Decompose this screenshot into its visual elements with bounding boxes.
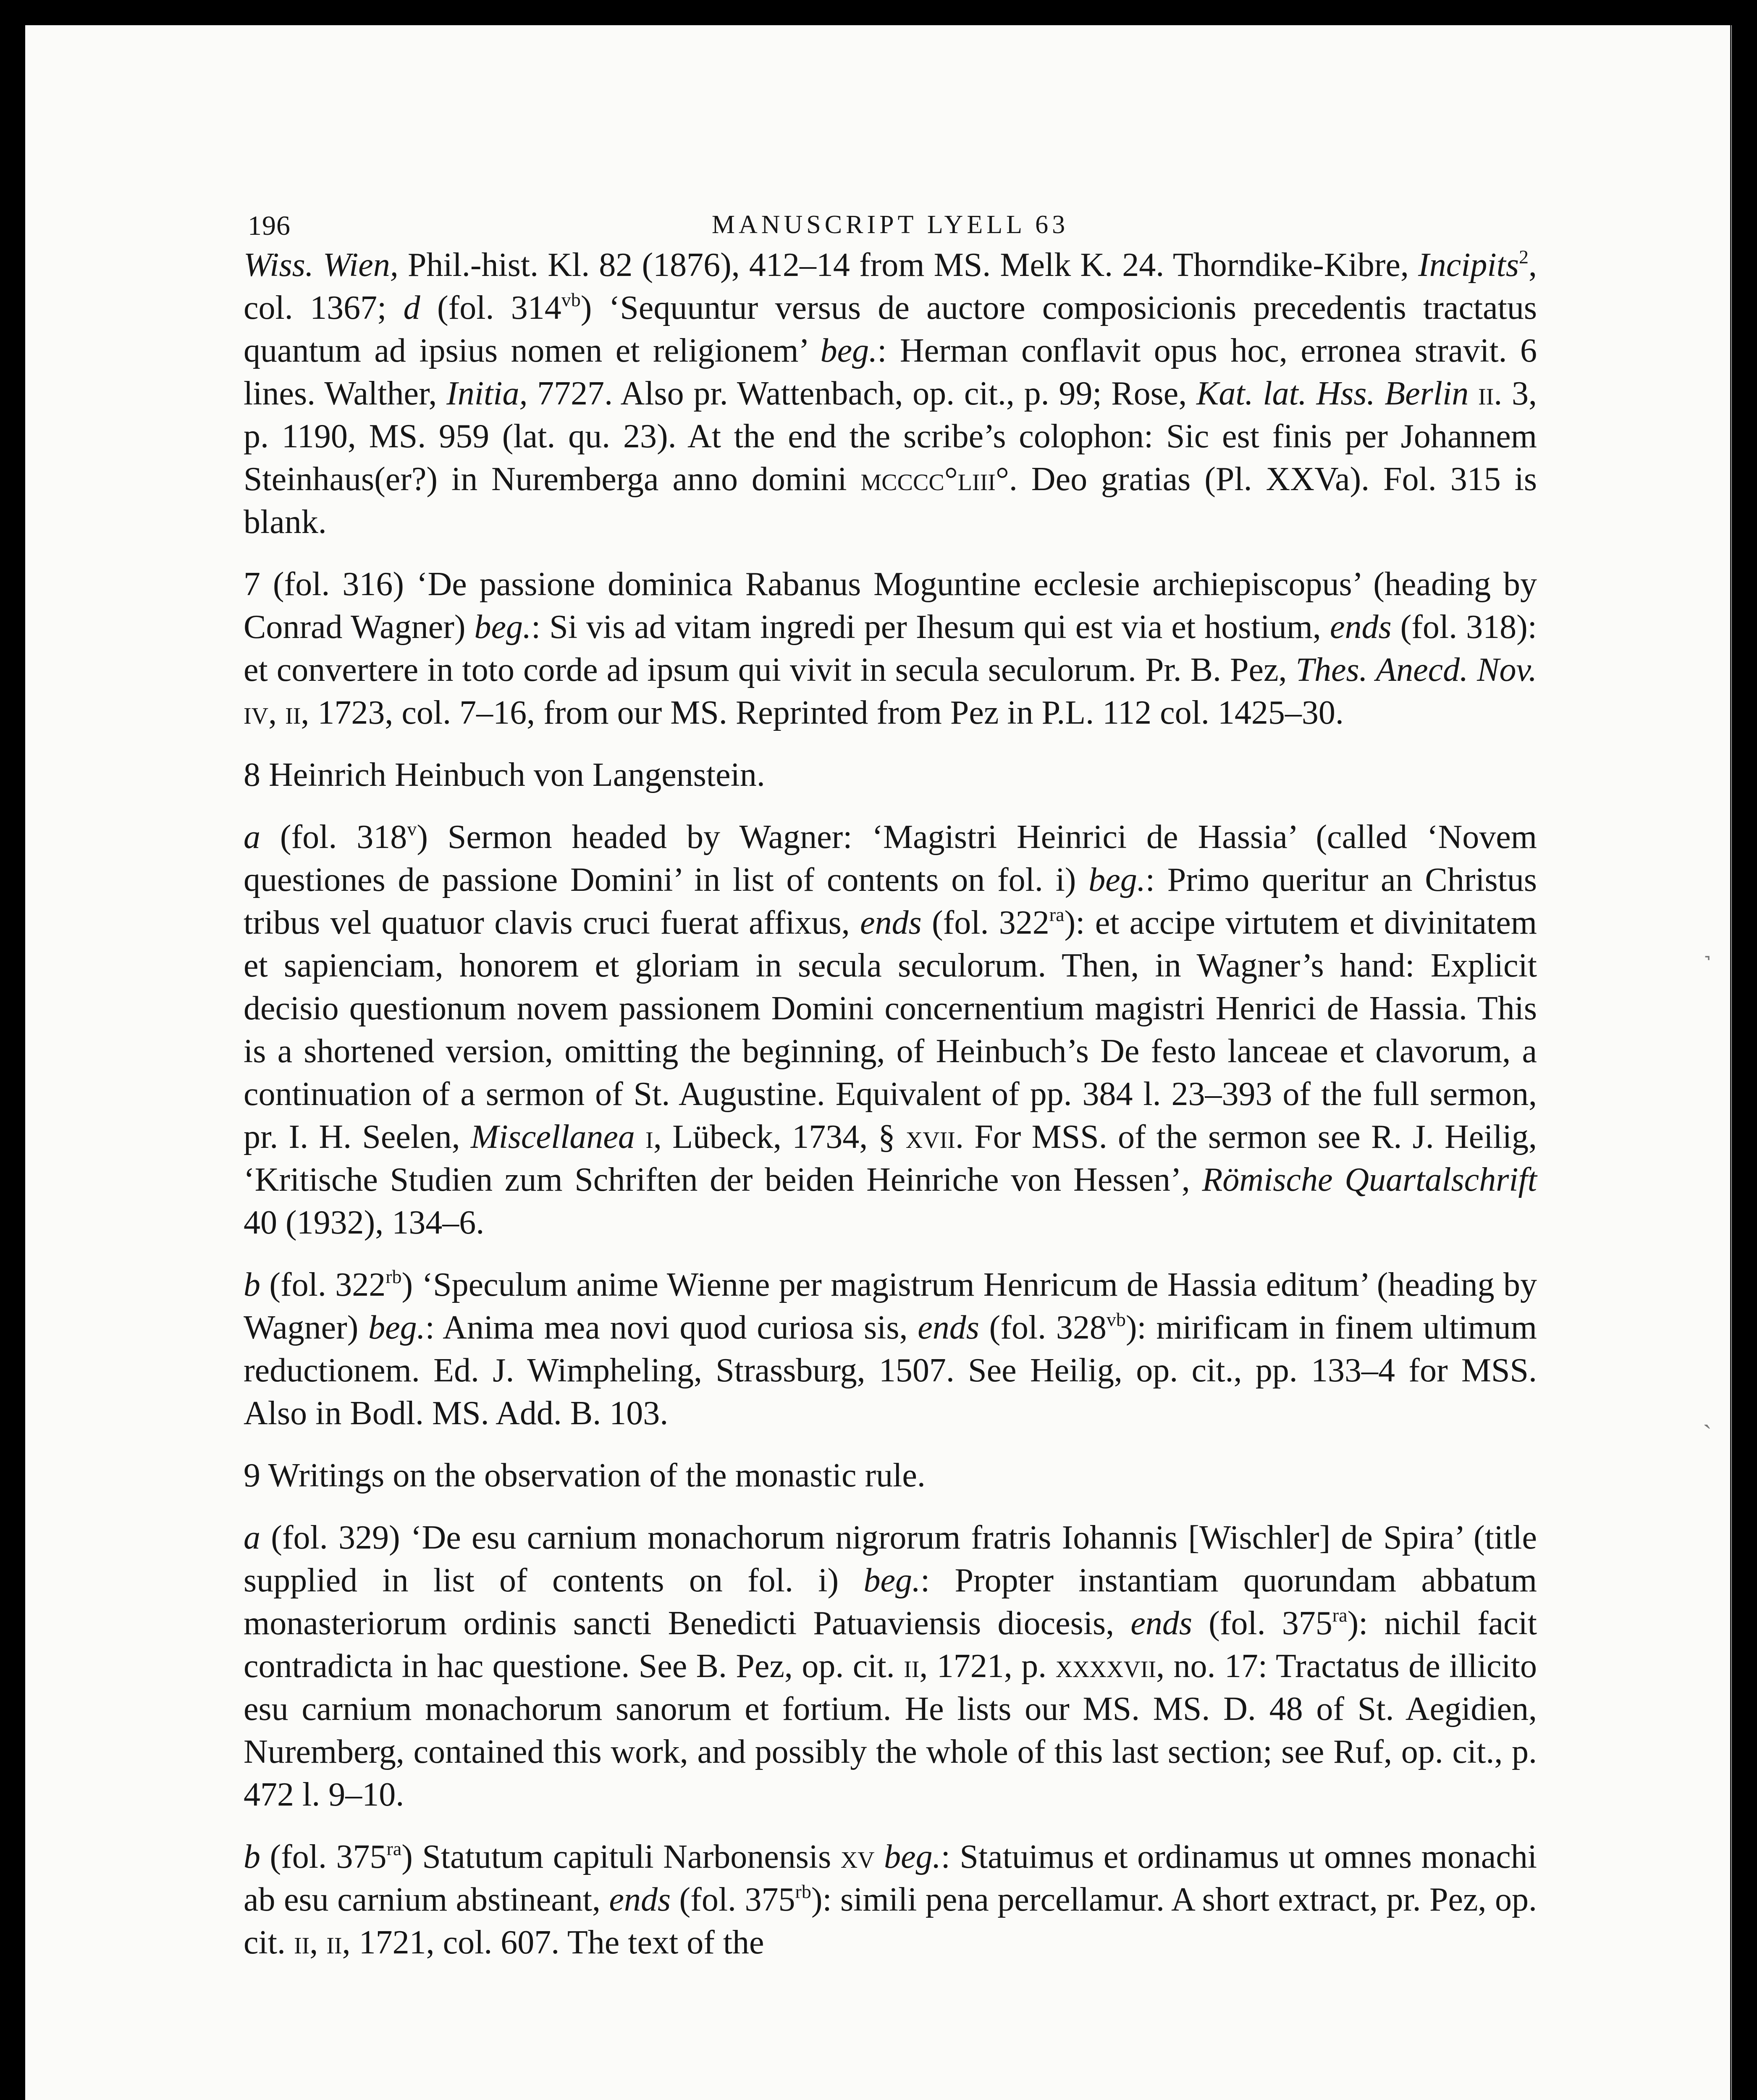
text-run: : Primo queritur an Christus tribus vel quatuor clavis cruci fuerat affixus, [244, 861, 1537, 941]
italic-text: beg. [474, 609, 532, 646]
small-caps-text: ii [1478, 375, 1494, 412]
book-page [25, 25, 1732, 2100]
text-run: . Deo gratias (Pl. XXVa). Fol. 315 is blank. [244, 461, 1537, 541]
small-caps-text: ii [326, 1924, 342, 1961]
italic-text: Römische Quartalschrift [1202, 1161, 1537, 1198]
text-run: , Lübeck, 1734, § [653, 1118, 906, 1155]
italic-text: Wiss. Wien, [244, 247, 399, 284]
italic-text: ends [1130, 1605, 1192, 1642]
text-run: , 1721, col. 607. The text of the [342, 1924, 764, 1961]
small-caps-text: ii [294, 1924, 310, 1961]
italic-text: ends [860, 904, 922, 941]
text-run: Phil.-hist. Kl. 82 (1876), 412–14 from MS. Melk K. 24. Thorndike-Kibre, [398, 247, 1419, 284]
text-run: : Anima mea novi quod curiosa sis, [425, 1309, 918, 1346]
text-run: ): mirificam in finem ultimum reductionem. Ed. J. Wimpheling, Strassburg, 1507. See Heilig, op. cit., pp. 133–4 for MSS. Also in Bodl. MS. Add. B. 103. [244, 1309, 1537, 1432]
italic-text: Incipits [1418, 247, 1519, 284]
text-run: (fol. 375 [1192, 1605, 1332, 1642]
small-caps-text: xvii [905, 1118, 955, 1155]
text-run: ): et accipe virtutem et divinitatem et sapienciam, honorem et gloriam in secula seculorum. Then, in Wagner’s hand: Explicit decisio questionum novem passionem Domini concernentium magistri Henrici de Hassia. This is a shortened version, omitting the beginning, of Heinbuch’s De festo lanceae et clavorum, a continuation of a sermon of St. Augustine. Equivalent of pp. 384 l. 23–393 of the full sermon, pr. I. H. Seelen, [244, 904, 1537, 1155]
superscript: rb [795, 1881, 811, 1902]
text-run: 7 (fol. 316) ‘De passione dominica Rabanus Moguntine ecclesie archiepiscopus’ (heading by Conrad Wagner) [244, 566, 1537, 646]
text-run: (fol. 318): et convertere in toto corde ad ipsum qui vivit in secula seculorum. Pr. B. Pez, [244, 609, 1537, 688]
text-run: : Propter instantiam quorundam abbatum monasteriorum ordinis sancti Benedicti Patuaviensis diocesis, [244, 1562, 1537, 1642]
running-head [244, 193, 1537, 244]
text-run [875, 1838, 884, 1875]
text-run: ) Sermon headed by Wagner: ‘Magistri Heinrici de Hassia’ (called ‘Novem questiones de passione Domini’ in list of contents on fol. i) [244, 819, 1537, 898]
text-run: . For MSS. of the sermon see R. J. Heilig, ‘Kritische Studien zum Schriften der beiden Heinriche von Hessen’, [244, 1118, 1537, 1198]
small-caps-text: mcccc°liii° [860, 461, 1009, 498]
text-run: (fol. 328 [979, 1309, 1107, 1346]
page-content [244, 193, 1537, 1983]
superscript: vb [561, 289, 581, 310]
superscript: ra [1049, 904, 1065, 925]
text-run: 9 Writings on the observation of the monastic rule. [244, 1457, 926, 1494]
italic-text: ends [1330, 609, 1392, 646]
small-caps-text: iv [244, 694, 269, 731]
superscript: v [407, 818, 417, 840]
text-run: 40 (1932), 134–6. [244, 1204, 485, 1241]
text-run: , no. 17: Tractatus de illicito esu carnium monachorum sanorum et fortium. He lists our MS. MS. D. 48 of St. Aegidien, Nuremberg, contained this work, and possibly the whole of this last section; see Ruf, op. cit., p. 472 l. 9–10. [244, 1648, 1537, 1813]
paragraph [244, 563, 1537, 734]
small-caps-text: xv [840, 1838, 875, 1875]
text-run: , 1723, col. 7–16, from our MS. Reprinted from Pez in P.L. 112 col. 1425–30. [301, 694, 1344, 731]
text-run [635, 1118, 645, 1155]
text-run: , 1721, p. [919, 1648, 1056, 1685]
text-run: ) ‘Speculum anime Wienne per magistrum Henricum de Hassia editum’ (heading by Wagner) [244, 1266, 1537, 1346]
superscript: ra [386, 1838, 402, 1859]
text-run: ) Statutum capituli Narbonensis [401, 1838, 841, 1875]
italic-text: Miscellanea [470, 1118, 635, 1155]
text-run: ) ‘Sequuntur versus de auctore composicionis precedentis tractatus quantum ad ipsius nomen et religionem’ [244, 289, 1537, 369]
paragraph [244, 244, 1537, 543]
text-run: (fol. 329) ‘De esu carnium monachorum nigrorum fratris Iohannis [Wischler] de Spira’ (title supplied in list of contents on fol. i) [244, 1519, 1537, 1599]
small-caps-text: xxxxvii [1055, 1648, 1156, 1685]
superscript: vb [1106, 1309, 1126, 1330]
italic-text: beg. [820, 332, 878, 369]
text-run: : Herman conflavit opus hoc, erronea stravit. 6 lines. Walther, [244, 332, 1537, 412]
text-run: , [309, 1924, 327, 1961]
page-number: 196 [248, 210, 291, 241]
italic-text: a [244, 1519, 260, 1556]
superscript: rb [385, 1266, 402, 1287]
italic-text: ends [918, 1309, 979, 1346]
text-run: 8 Heinrich Heinbuch von Langenstein. [244, 756, 765, 793]
text-run: (fol. 318 [260, 819, 407, 856]
text-run: (fol. 322 [260, 1266, 386, 1303]
running-title: MANUSCRIPT LYELL 63 [711, 210, 1069, 239]
italic-text: beg. [863, 1562, 920, 1599]
small-caps-text: i [645, 1118, 653, 1155]
italic-text: Kat. lat. Hss. Berlin [1196, 375, 1469, 412]
text-run: (fol. 322 [921, 904, 1049, 941]
italic-text: d [403, 289, 420, 326]
paragraph [244, 1263, 1537, 1435]
text-run: 7727. Also pr. Wattenbach, op. cit., p. 99; Rose, [527, 375, 1197, 412]
text-run: ): nichil facit contradicta in hac questione. See B. Pez, op. cit. [244, 1605, 1537, 1685]
section-heading [244, 753, 1537, 796]
text-run [1469, 375, 1478, 412]
page-edge-line [1730, 25, 1731, 2100]
superscript: ra [1332, 1604, 1348, 1626]
italic-text: beg. [1088, 861, 1146, 898]
text-run: (fol. 375 [260, 1838, 387, 1875]
margin-mark: ˎ [1703, 1399, 1712, 1430]
text-run: (fol. 375 [671, 1881, 795, 1918]
small-caps-text: ii [904, 1648, 920, 1685]
italic-text: beg. [884, 1838, 941, 1875]
text-run: : Statuimus et ordinamus ut omnes monachi ab esu carnium abstineant, [244, 1838, 1537, 1918]
italic-text: a [244, 819, 260, 856]
paragraph [244, 1835, 1537, 1964]
italic-text: ends [609, 1881, 671, 1918]
text-run: , col. 1367; [244, 247, 1537, 326]
margin-mark: ˺ [1703, 949, 1712, 980]
superscript: 2 [1519, 246, 1529, 268]
italic-text: b [244, 1838, 260, 1875]
italic-text: Thes. Anecd. Nov. [1295, 651, 1537, 688]
paragraph [244, 1516, 1537, 1816]
section-heading [244, 1454, 1537, 1497]
italic-text: Initia, [446, 375, 528, 412]
paragraph [244, 816, 1537, 1244]
italic-text: beg. [368, 1309, 425, 1346]
text-run: , [268, 694, 286, 731]
text-run: (fol. 314 [420, 289, 561, 326]
text-run: . 3, p. 1190, MS. 959 (lat. qu. 23). At the end the scribe’s colophon: Sic est finis per Johannem Steinhaus(er?) in Nuremberga anno domini [244, 375, 1537, 498]
small-caps-text: ii [285, 694, 301, 731]
italic-text: b [244, 1266, 260, 1303]
text-run: ): simili pena percellamur. A short extract, pr. Pez, op. cit. [244, 1881, 1537, 1961]
text-run: : Si vis ad vitam ingredi per Ihesum qui est via et hostium, [531, 609, 1330, 646]
